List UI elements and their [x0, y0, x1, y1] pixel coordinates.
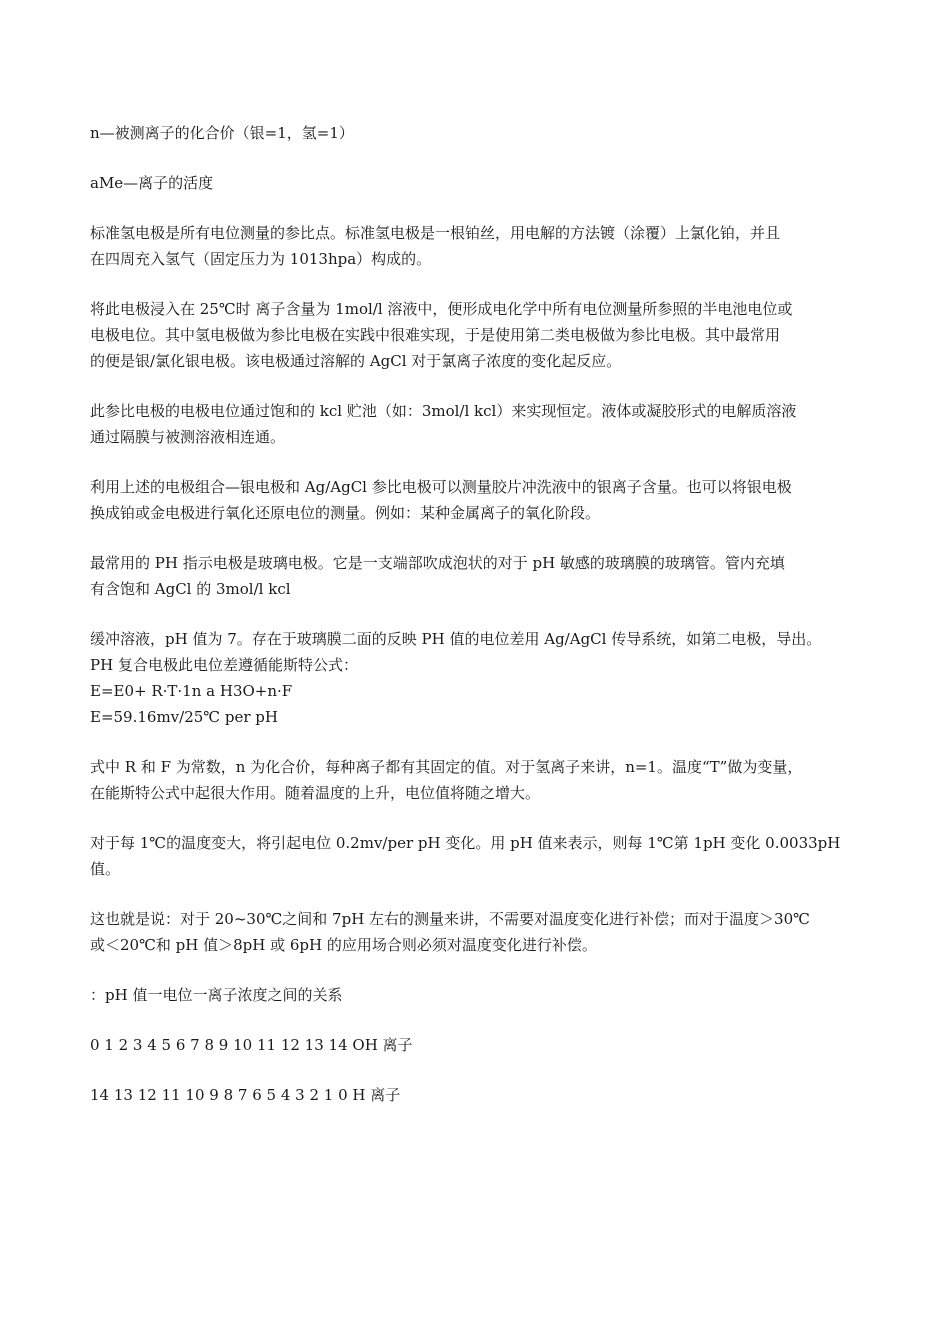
paragraph — [90, 296, 862, 374]
text-line: 的便是银/氯化银电极。该电极通过溶解的 AgCl 对于氯离子浓度的变化起反应。 — [90, 352, 622, 370]
text-line: 在四周充入氢气（固定压力为 1013hpa）构成的。 — [90, 250, 432, 268]
paragraph — [90, 626, 862, 730]
text-line: 此参比电极的电极电位通过饱和的 kcl 贮池（如：3mol/l kcl）来实现恒定。液体或凝胶形式的电解质溶液 — [90, 402, 797, 420]
text-line: E=59.16mv/25℃ per pH — [90, 708, 278, 726]
paragraph — [90, 170, 862, 196]
paragraph — [90, 754, 862, 806]
text-line: 对于每 1℃的温度变大，将引起电位 0.2mv/per pH 变化。用 pH 值来表示，则每 1℃第 1pH 变化 0.0033pH — [90, 834, 841, 852]
text-line: 利用上述的电极组合—银电极和 Ag/AgCl 参比电极可以测量胶片冲洗液中的银离子含量。也可以将银电极 — [90, 478, 792, 496]
paragraph — [90, 982, 862, 1008]
document-body — [90, 120, 862, 1132]
text-line: E=E0+ R·T·1n a H3O+n·F — [90, 682, 293, 700]
text-line: 标准氢电极是所有电位测量的参比点。标准氢电极是一根铂丝，用电解的方法镀（涂覆）上氯化铂，并且 — [90, 224, 781, 242]
text-line: 值。 — [90, 860, 121, 878]
text-line: PH 复合电极此电位差遵循能斯特公式： — [90, 656, 358, 674]
paragraph — [90, 906, 862, 958]
text-line: 换成铂或金电极进行氧化还原电位的测量。例如：某种金属离子的氧化阶段。 — [90, 504, 601, 522]
paragraph — [90, 474, 862, 526]
paragraph — [90, 1082, 862, 1108]
text-line: 14 13 12 11 10 9 8 7 6 5 4 3 2 1 0 H 离子 — [90, 1086, 401, 1104]
paragraph — [90, 220, 862, 272]
text-line: 电极电位。其中氢电极做为参比电极在实践中很难实现，于是使用第二类电极做为参比电极。其中最常用 — [90, 326, 781, 344]
text-line: 或＜20℃和 pH 值＞8pH 或 6pH 的应用场合则必须对温度变化进行补偿。 — [90, 936, 597, 954]
paragraph — [90, 830, 862, 882]
text-line: 式中 R 和 F 为常数，n 为化合价，每种离子都有其固定的值。对于氢离子来讲，n=1。温度“T”做为变量， — [90, 758, 803, 776]
text-line: 这也就是说：对于 20~30℃之间和 7pH 左右的测量来讲，不需要对温度变化进行补偿；而对于温度＞30℃ — [90, 910, 810, 928]
text-line: n—被测离子的化合价（银=1，氢=1） — [90, 124, 354, 142]
text-line: 在能斯特公式中起很大作用。随着温度的上升，电位值将随之增大。 — [90, 784, 541, 802]
paragraph — [90, 120, 862, 146]
text-line: 有含饱和 AgCl 的 3mol/l kcl — [90, 580, 291, 598]
text-line: 0 1 2 3 4 5 6 7 8 9 10 11 12 13 14 OH 离子 — [90, 1036, 413, 1054]
paragraph — [90, 550, 862, 602]
text-line: 最常用的 PH 指示电极是玻璃电极。它是一支端部吹成泡状的对于 pH 敏感的玻璃膜的玻璃管。管内充填 — [90, 554, 785, 572]
text-line: ：pH 值一电位一离子浓度之间的关系 — [90, 986, 343, 1004]
text-line: 通过隔膜与被测溶液相连通。 — [90, 428, 286, 446]
text-line: 将此电极浸入在 25℃时 离子含量为 1mol/l 溶液中，便形成电化学中所有电位测量所参照的半电池电位或 — [90, 300, 793, 318]
text-line: aMe—离子的活度 — [90, 174, 214, 192]
paragraph — [90, 398, 862, 450]
text-line: 缓冲溶液，pH 值为 7。存在于玻璃膜二面的反映 PH 值的电位差用 Ag/AgCl 传导系统，如第二电极，导出。 — [90, 630, 822, 648]
paragraph — [90, 1032, 862, 1058]
